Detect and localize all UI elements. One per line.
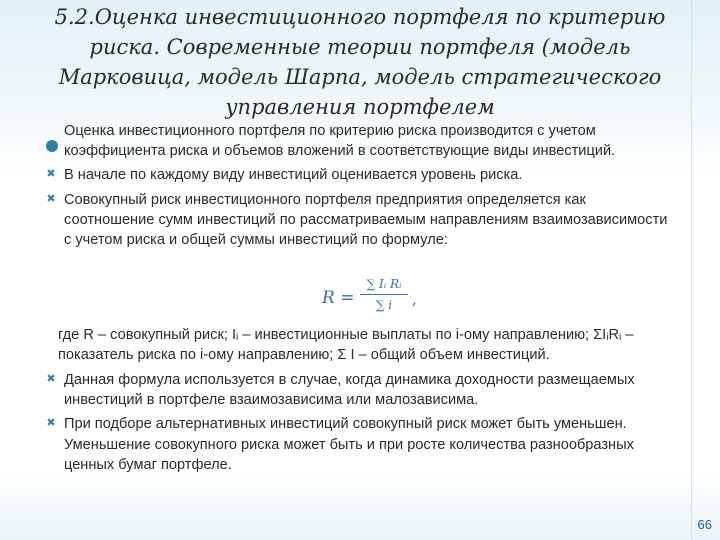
cross-bullet-icon: ✖ xyxy=(46,192,56,205)
bullet-item xyxy=(46,370,676,410)
formula-numerator: ∑ Iᵢ Rᵢ xyxy=(366,277,402,291)
cross-bullet-icon: ✖ xyxy=(46,417,56,430)
cross-bullet-icon: ✖ xyxy=(46,373,56,385)
bullet-text: Данная формула используется в случае, когда динамика доходности размещаемых инвестиций в портфеле взаимозависима или малозависима. xyxy=(64,372,635,409)
bullet-item xyxy=(46,165,676,185)
formula-denominator: ∑ i xyxy=(375,298,393,312)
bullet-text: Совокупный риск инвестиционного портфеля предприятия определяется как соотношение сумм инвестиций по рассматриваемым направлениям взаимозависимости с учетом риска и общей суммы инвестиций по формуле: xyxy=(64,191,668,249)
bullet-list-top xyxy=(46,121,676,254)
formula-explanation: где R – совокупный риск; Iᵢ – инвестиционные выплаты по i-ому направлению; ΣIᵢRᵢ – показатель риска по i-ому направлению; Σ I – общий объем инвестиций. xyxy=(58,327,634,363)
bullet-text: В начале по каждому виду инвестиций оценивается уровень риска. xyxy=(64,167,523,184)
bullet-text: При подборе альтернативных инвестиций совокупный риск может быть уменьшен. Уменьшение совокупного риска может быть и при росте количества разнообразных ценных бумаг портфеле. xyxy=(64,416,634,473)
bullet-item xyxy=(46,414,676,475)
cross-bullet-icon: ✖ xyxy=(46,168,56,181)
risk-formula xyxy=(318,276,428,322)
fraction-bar xyxy=(360,294,408,295)
bullet-item xyxy=(46,190,676,251)
slide-title: 5.2.Оценка инвестиционного портфеля по критерию риска. Современные теории портфеля (модель Марковица, модель Шарпа, модель стратегического управления портфелем xyxy=(54,5,666,119)
frame-divider xyxy=(691,0,692,540)
page-number: 66 xyxy=(697,517,712,532)
bullet-list-bottom xyxy=(46,370,676,479)
footer-background xyxy=(0,470,720,540)
formula-lhs: R = xyxy=(322,288,355,308)
bullet-text: Оценка инвестиционного портфеля по критерию риска производится с учетом коэффициента риска и объемов вложений в соответствующие виды инвестиций. xyxy=(64,123,616,160)
formula-suffix: , xyxy=(412,290,417,308)
bullet-item xyxy=(46,121,676,161)
formula-fraction xyxy=(360,276,408,313)
